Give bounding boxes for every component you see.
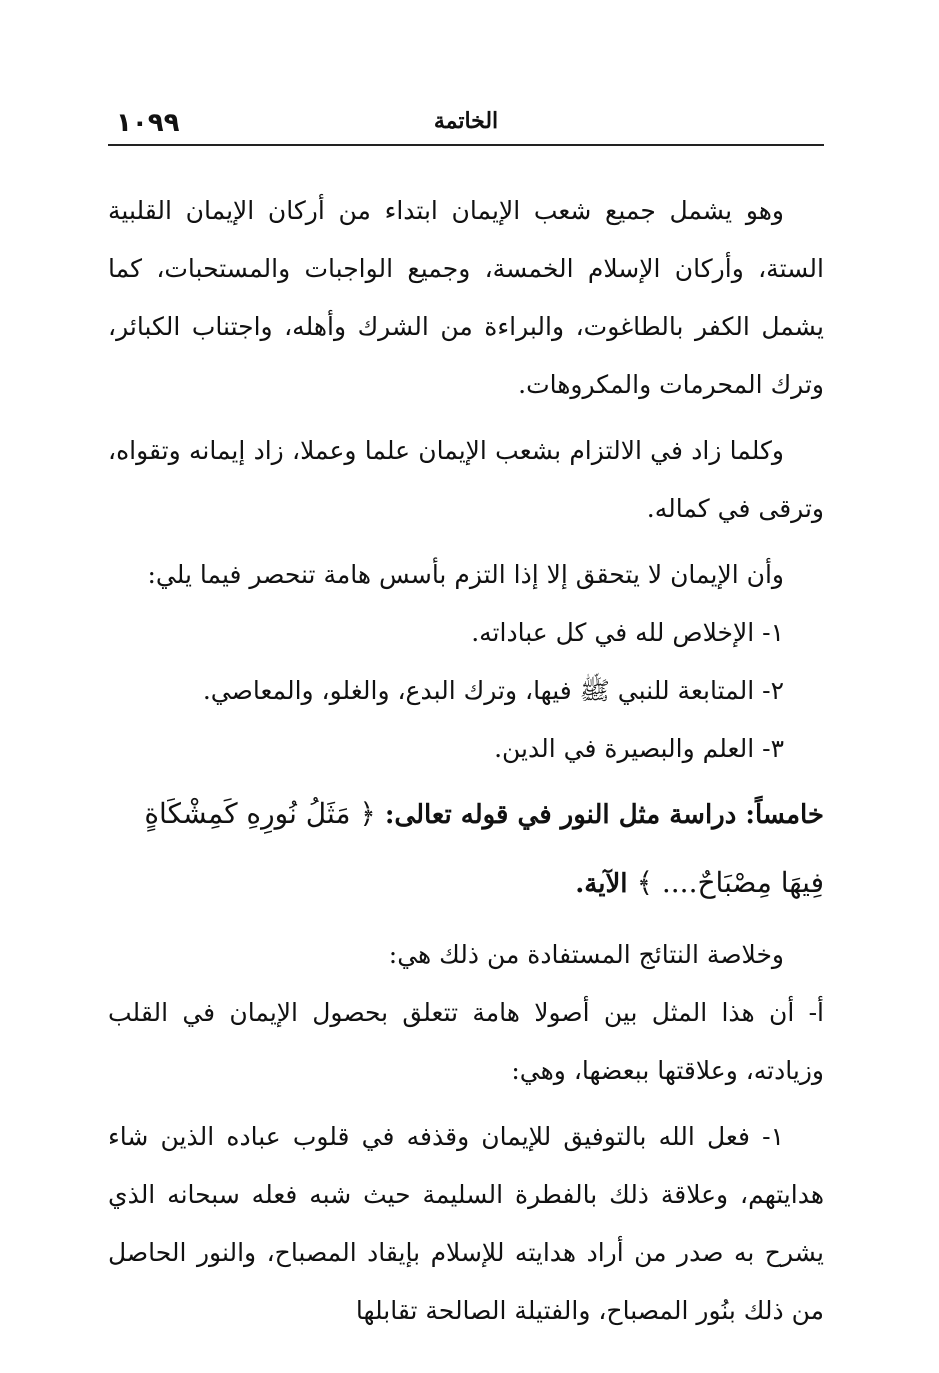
list-item: ٣- العلم والبصيرة في الدين. (494, 734, 784, 763)
paragraph-3: وأن الإيمان لا يتحقق إلا إذا التزم بأسس هامة تنحصر فيما يلي: (147, 560, 784, 589)
paragraph-2: وكلما زاد في الالتزام بشعب الإيمان علما وعملا، زاد إيمانه وتقواه، وترقى في كماله. (108, 436, 824, 523)
paragraph-4: وخلاصة النتائج المستفادة من ذلك هي: (388, 940, 784, 969)
paragraph-5: أ- أن هذا المثل بين أصولا هامة تتعلق بحصول الإيمان في القلب وزيادته، وعلاقتها ببعضها، وهي: (108, 998, 824, 1085)
page-header (108, 100, 824, 146)
section-heading-tail: الآية. (575, 869, 628, 899)
paragraph-1: وهو يشمل جميع شعب الإيمان ابتداء من أركان الإيمان القلبية الستة، وأركان الإسلام الخمسة، وجميع الواجبات والمستحبات، كما يشمل الكفر بالطاغوت، والبراءة من الشرك وأهله، واجتناب الكبائر، وترك المحرمات والمكروهات. (108, 196, 824, 399)
page-number: ١٠٩٩ (116, 108, 180, 138)
quran-quote: ﴿ مَثَلُ نُورِهِ كَمِشْكَاةٍ فِيهَا مِصْبَاحٌ.... ﴾ (144, 797, 824, 899)
section-heading-lead: خامساً: دراسة مثل النور في قوله تعالى: (384, 800, 824, 830)
list-item: ١- الإخلاص لله في كل عباداته. (471, 618, 784, 647)
paragraph-6: ١- فعل الله بالتوفيق للإيمان وقذفه في قلوب عباده الذين شاء هدايتهم، وعلاقة ذلك بالفطرة السليمة حيث شبه فعله سبحانه الذي يشرح به صدر من أراد هدايته للإسلام بإيقاد المصباح، والنور الحاصل من ذلك بنُور المصباح، والفتيلة الصالحة تقابلها (108, 1122, 824, 1325)
section-heading (108, 780, 824, 918)
running-title: الخاتمة (433, 108, 499, 134)
page-body (108, 182, 824, 1340)
list-item: ٢- المتابعة للنبي ﷺ فيها، وترك البدع، والغلو، والمعاصي. (202, 676, 784, 705)
